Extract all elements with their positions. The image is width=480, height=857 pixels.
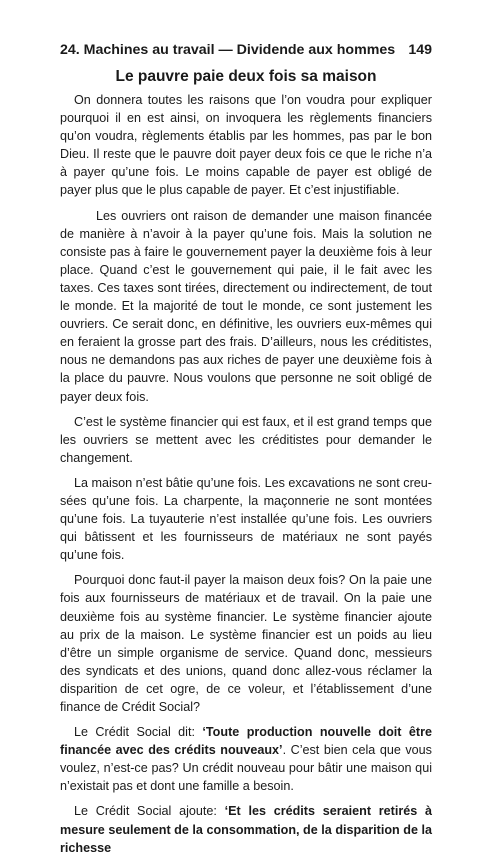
chapter-title: 24. Machines au travail — Dividende aux hommes bbox=[60, 42, 396, 58]
paragraph-5: Pourquoi donc faut-il payer la maison deux fois? On la paie une fois aux fournisseurs de matériaux et de travail. On la paie une deuxième fois au système financier. Le système financier ajoute au prix de la maison. Le système financier est un poids au lieu d’être un simple organisme de service. Quand donc, messieurs des syndicats et des unions, quand donc allez-vous réclamer la disparition de cet ogre, de ce voleur, et l’établissement d’une finance de Crédit Social? bbox=[60, 573, 432, 714]
paragraph-1: On donnera toutes les raisons que l’on voudra pour expliquer pourquoi il en est ainsi, on invoquera les règlements financiers qu’on voudra, règlements établis par les hommes, pas par le bon Dieu. Il reste que le pauvre doit payer deux fois ce que le riche n’a à payer qu’une fois. Le moins capable de payer est obligé de payer plus que le plus capable de payer. Et c’est injustifiable. bbox=[60, 93, 432, 198]
running-header bbox=[60, 40, 432, 60]
paragraph-6-intro: Le Crédit Social dit: bbox=[74, 725, 203, 740]
paragraph-7-intro: Le Crédit Social ajoute: bbox=[74, 804, 225, 819]
paragraph-4: La maison n’est bâtie qu’une fois. Les excavations ne sont creusées qu’une fois. La charpente, la maçonnerie ne sont montées qu’une fois. La tuyauterie n’est installée qu’une fois. Les ouvriers qui bâtissent et les fournisseurs de matériaux ne sont payés qu’une fois. bbox=[60, 475, 432, 563]
paragraph-3: C’est le système financier qui est faux, et il est grand temps que les ouvriers se mettent avec les créditistes pour demander le changement. bbox=[60, 414, 432, 465]
paragraph-7 bbox=[60, 802, 432, 856]
paragraph-6-rest: . C’est bien cela que vous voulez, n’est-ce pas? Un crédit nouveau pour bâtir une maison qui n’existait pas et dont une famille a besoin. bbox=[60, 743, 432, 794]
paragraph-2: Les ouvriers ont raison de demander une maison financée de manière à n’avoir à la payer qu’une fois. Mais la solution ne consiste pas à faire le gouvernement payer la deuxième fois à leur place. Quand c’est le gouvernement qui paie, il le fait avec les taxes. Ces taxes sont tirées, directement ou indirectement, de tout le monde. Et la majorité de tout le monde, ce sont justement les ouvriers. Ce serait donc, en définitive, les ouvriers eux-mêmes qui en feraient la grosse part des frais. D’ailleurs, nous les créditistes, nous ne demandons pas aux riches de payer une deuxième fois à la place du pauvre. Nous voulons que personne ne soit obligé de payer deux fois. bbox=[60, 208, 432, 404]
paragraph-6 bbox=[60, 723, 432, 795]
page-number: 149 bbox=[408, 42, 432, 58]
paragraph-6-quote: ‘Toute production nouvelle doit être financée avec des crédits nouveaux’ bbox=[60, 725, 432, 758]
book-page bbox=[60, 40, 432, 857]
paragraph-7-quote: ‘Et les crédits seraient retirés à mesure seulement de la consommation, de la disparition de la richesse bbox=[60, 804, 432, 855]
section-title: Le pauvre paie deux fois sa maison bbox=[115, 68, 377, 85]
